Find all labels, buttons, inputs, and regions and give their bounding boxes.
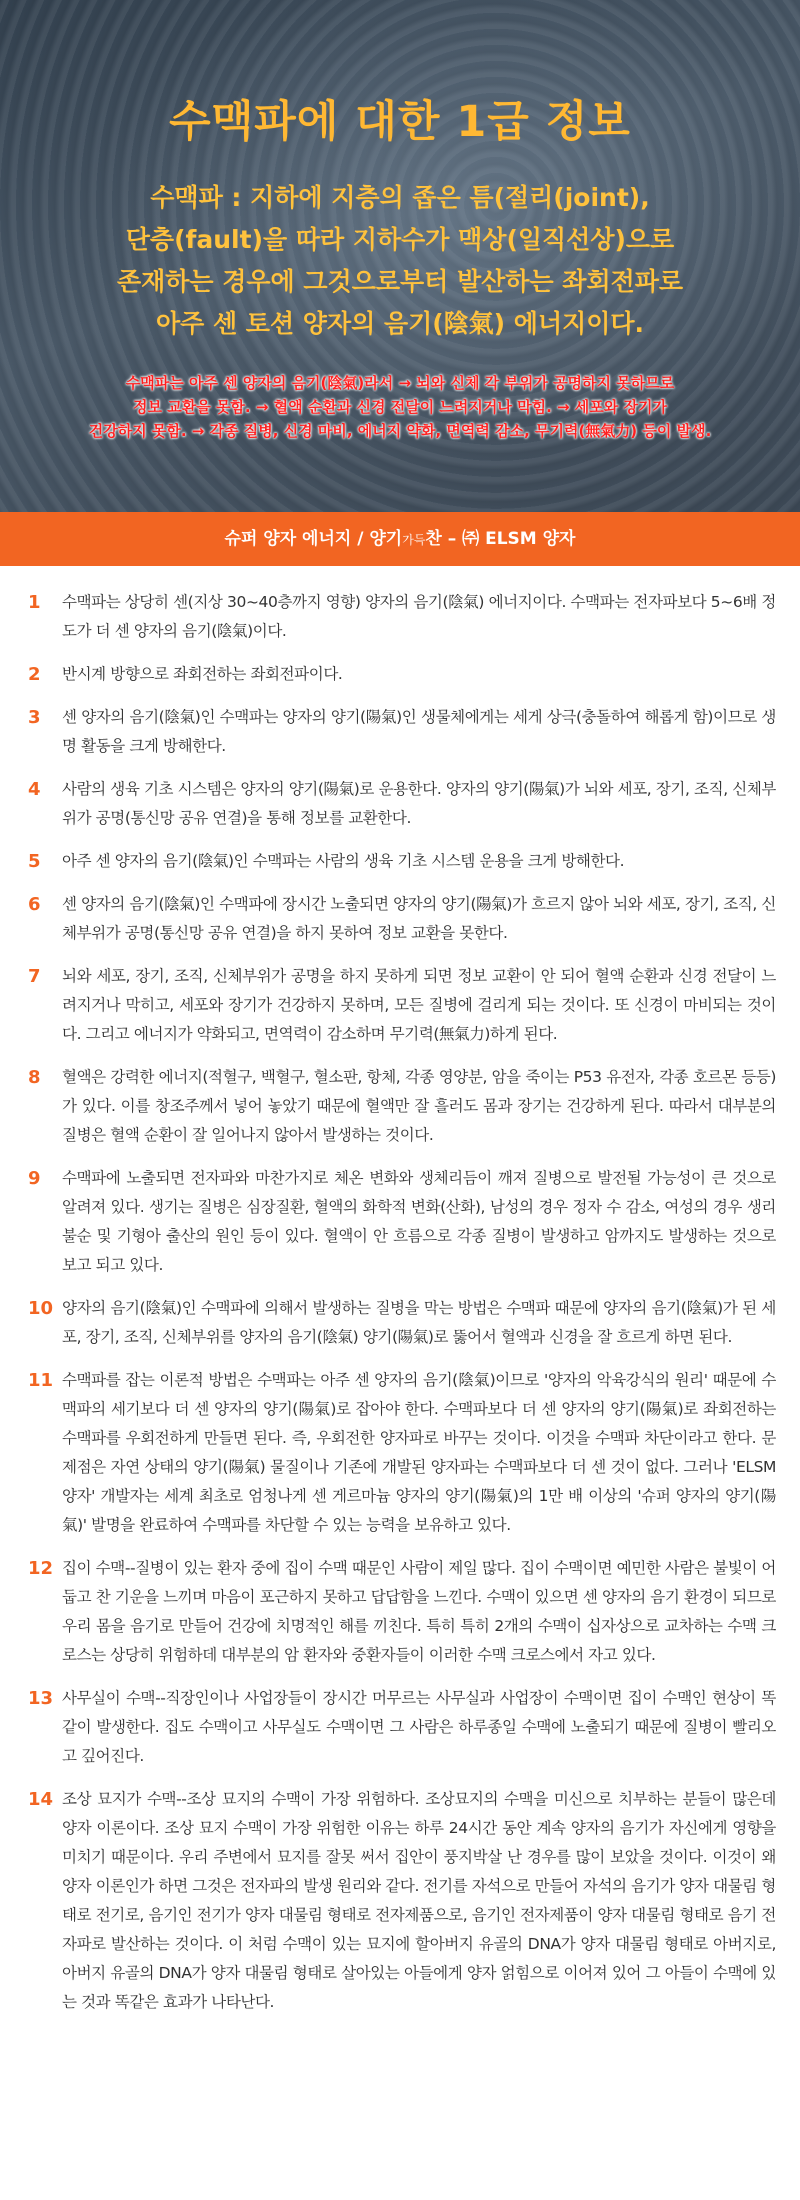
definition-line: 아주 센 토션 양자의 음기(陰氣) 에너지이다. [155, 309, 645, 338]
definition-text [30, 177, 770, 345]
item-number: 11 [28, 1370, 54, 1391]
definition-line: 존재하는 경우에 그것으로부터 발산하는 좌회전파로 [116, 267, 684, 296]
list-item [28, 962, 776, 1049]
effects-line: 정보 교환을 못함. → 혈액 순환과 신경 전달이 느려지거나 막힘. → 세포와 장기가 [133, 398, 667, 416]
definition-line: 수맥파 : 지하에 지층의 좁은 틈(절리(joint), [150, 183, 650, 212]
item-text: 사무실이 수맥--직장인이나 사업장들이 장시간 머무르는 사무실과 사업장이 수맥이면 집이 수맥인 현상이 똑같이 발생한다. 집도 수맥이고 사무실도 수맥이면 그 사람은 하루종일 수맥에 노출되기 때문에 질병이 빨리오고 깊어진다. [62, 1689, 776, 1765]
list-item [28, 660, 776, 689]
item-text: 반시계 방향으로 좌회전하는 좌회전파이다. [62, 665, 343, 683]
page-title: 수맥파에 대한 1급 정보 [169, 97, 631, 147]
brand-banner [0, 512, 800, 566]
list-item [28, 775, 776, 833]
item-number: 13 [28, 1688, 54, 1709]
list-item [28, 588, 776, 646]
item-number: 5 [28, 851, 41, 872]
item-number: 8 [28, 1067, 41, 1088]
item-number: 4 [28, 779, 41, 800]
item-number: 10 [28, 1298, 54, 1319]
definition-line: 단층(fault)을 따라 지하수가 맥상(일직선상)으로 [125, 225, 675, 254]
list-item [28, 1684, 776, 1771]
item-text: 뇌와 세포, 장기, 조직, 신체부위가 공명을 하지 못하게 되면 정보 교환이 안 되어 혈액 순환과 신경 전달이 느려지거나 막히고, 세포와 장기가 건강하지 못하며, 모든 질병에 걸리게 되는 것이다. 또 신경이 마비되는 것이다. 그리고 에너지가 약화되고, 면역력이 감소하며 무기력(無氣力)하게 된다. [62, 967, 776, 1043]
effects-summary [20, 371, 780, 443]
banner-text-main: 슈퍼 양자 에너지 / 양기 [224, 529, 403, 549]
effects-line: 수맥파는 아주 센 양자의 음기(陰氣)라서 → 뇌와 신체 각 부위가 공명하지 못하므로 [125, 374, 675, 392]
item-text: 집이 수맥--질병이 있는 환자 중에 집이 수맥 때문인 사람이 제일 많다. 집이 수맥이면 예민한 사람은 불빛이 어둡고 찬 기운을 느끼며 마음이 포근하지 못하고 답답함을 느낀다. 수맥이 있으면 센 양자의 음기 환경이 되므로 우리 몸을 음기로 만들어 건강에 치명적인 해를 끼친다. 특히 특히 2개의 수맥이 십자상으로 교차하는 수맥 크로스는 상당히 위험하데 대부분의 암 환자와 중환자들이 이러한 수맥 크로스에서 자고 있다. [62, 1559, 776, 1664]
item-text: 사람의 생육 기초 시스템은 양자의 양기(陽氣)로 운용한다. 양자의 양기(陽氣)가 뇌와 세포, 장기, 조직, 신체부위가 공명(통신망 공유 연결)을 통해 정보를 교환한다. [62, 780, 776, 827]
item-text: 수맥파를 잡는 이론적 방법은 수맥파는 아주 센 양자의 음기(陰氣)이므로 '양자의 악육강식의 원리' 때문에 수맥파의 세기보다 더 센 양자의 양기(陽氣)로 잡아야 한다. 수맥파보다 더 센 양자의 양기(陽氣)로 좌회전하는 수맥파를 우회전하게 만들면 된다. 즉, 우회전한 양자파로 바꾸는 것이다. 이것을 수맥파 차단이라고 한다. 문제점은 자연 상태의 양기(陽氣) 물질이나 기존에 개발된 양자파는 수맥파보다 더 센 것이 없다. 그러나 'ELSM 양자' 개발자는 세계 최초로 엄청나게 센 게르마늄 양자의 양기(陽氣)의 1만 배 이상의 '슈퍼 양자의 양기(陽氣)' 발명을 완료하여 수맥파를 차단할 수 있는 능력을 보유하고 있다. [62, 1371, 776, 1534]
list-item [28, 1366, 776, 1540]
hero-section [0, 0, 800, 512]
item-text: 수맥파는 상당히 센(지상 30~40층까지 영향) 양자의 음기(陰氣) 에너지이다. 수맥파는 전자파보다 5~6배 정도가 더 센 양자의 음기(陰氣)이다. [62, 593, 776, 640]
info-list [0, 566, 800, 2017]
item-text: 센 양자의 음기(陰氣)인 수맥파는 양자의 양기(陽氣)인 생물체에게는 세게 상극(충돌하여 해롭게 함)이므로 생명 활동을 크게 방해한다. [62, 708, 776, 755]
item-text: 조상 묘지가 수맥--조상 묘지의 수맥이 가장 위험하다. 조상묘지의 수맥을 미신으로 치부하는 분들이 많은데 양자 이론이다. 조상 묘지 수맥이 가장 위험한 이유는 하루 24시간 동안 계속 양자의 음기가 자신에게 영향을 미치기 때문이다. 우리 주변에서 묘지를 잘못 써서 집안이 풍지박살 난 경우를 많이 보았을 것이다. 이것이 왜 양자 이론인가 하면 그것은 전자파의 발생 원리와 같다. 전기를 자석으로 만들어 자석의 음기가 양자 대물림 형태로 전기로, 음기인 전기가 양자 대물림 형태로 전자제품으로, 음기인 전자제품이 양자 대물림 형태로 음기 전자파로 발산하는 것이다. 이 처럼 수맥이 있는 묘지에 할아버지 유골의 DNA가 양자 대물림 형태로 아버지로, 아버지 유골의 DNA가 양자 대물림 형태로 살아있는 아들에게 양자 얽힘으로 이어져 있어 그 아들이 수맥에 있는 것과 똑같은 효과가 나타난다. [62, 1790, 776, 2011]
item-number: 2 [28, 664, 41, 685]
list-item [28, 1063, 776, 1150]
item-text: 아주 센 양자의 음기(陰氣)인 수맥파는 사람의 생육 기초 시스템 운용을 크게 방해한다. [62, 852, 625, 870]
item-text: 센 양자의 음기(陰氣)인 수맥파에 장시간 노출되면 양자의 양기(陽氣)가 흐르지 않아 뇌와 세포, 장기, 조직, 신체부위가 공명(통신망 공유 연결)을 하지 못하여 정보 교환을 못한다. [62, 895, 776, 942]
item-number: 12 [28, 1558, 54, 1579]
item-number: 14 [28, 1789, 54, 1810]
banner-text-brand: 찬 – ㈜ ELSM 양자 [425, 529, 576, 549]
item-text: 수맥파에 노출되면 전자파와 마찬가지로 체온 변화와 생체리듬이 깨져 질병으로 발전될 가능성이 큰 것으로 알려져 있다. 생기는 질병은 심장질환, 혈액의 화학적 변화(산화), 남성의 경우 정자 수 감소, 여성의 경우 생리 불순 및 기형아 출산의 원인 등이 있다. 혈액이 안 흐름으로 각종 질병이 발생하고 암까지도 발생하는 것으로 보고 되고 있다. [62, 1169, 776, 1274]
item-text: 혈액은 강력한 에너지(적혈구, 백혈구, 혈소판, 항체, 각종 영양분, 암을 죽이는 P53 유전자, 각종 호르몬 등등)가 있다. 이를 창조주께서 넣어 놓았기 때문에 혈액만 잘 흘러도 몸과 장기는 건강하게 된다. 따라서 대부분의 질병은 혈액 순환이 잘 일어나지 않아서 발생하는 것이다. [62, 1068, 776, 1144]
list-item [28, 890, 776, 948]
item-number: 7 [28, 966, 41, 987]
item-number: 9 [28, 1168, 41, 1189]
item-number: 1 [28, 592, 41, 613]
list-item [28, 1554, 776, 1670]
item-text: 양자의 음기(陰氣)인 수맥파에 의해서 발생하는 질병을 막는 방법은 수맥파 때문에 양자의 음기(陰氣)가 된 세포, 장기, 조직, 신체부위를 양자의 음기(陰氣) 양기(陽氣)로 뚫어서 혈액과 신경을 잘 흐르게 하면 된다. [62, 1299, 776, 1346]
banner-text-small: 가득 [402, 533, 426, 547]
effects-line: 건강하지 못함. → 각종 질병, 신경 마비, 에너지 약화, 면역력 감소, 무기력(無氣力) 등이 발생. [88, 422, 712, 440]
list-item [28, 1785, 776, 2017]
list-item [28, 1164, 776, 1280]
list-item [28, 1294, 776, 1352]
item-number: 6 [28, 894, 41, 915]
item-number: 3 [28, 707, 41, 728]
list-item [28, 847, 776, 876]
list-item [28, 703, 776, 761]
